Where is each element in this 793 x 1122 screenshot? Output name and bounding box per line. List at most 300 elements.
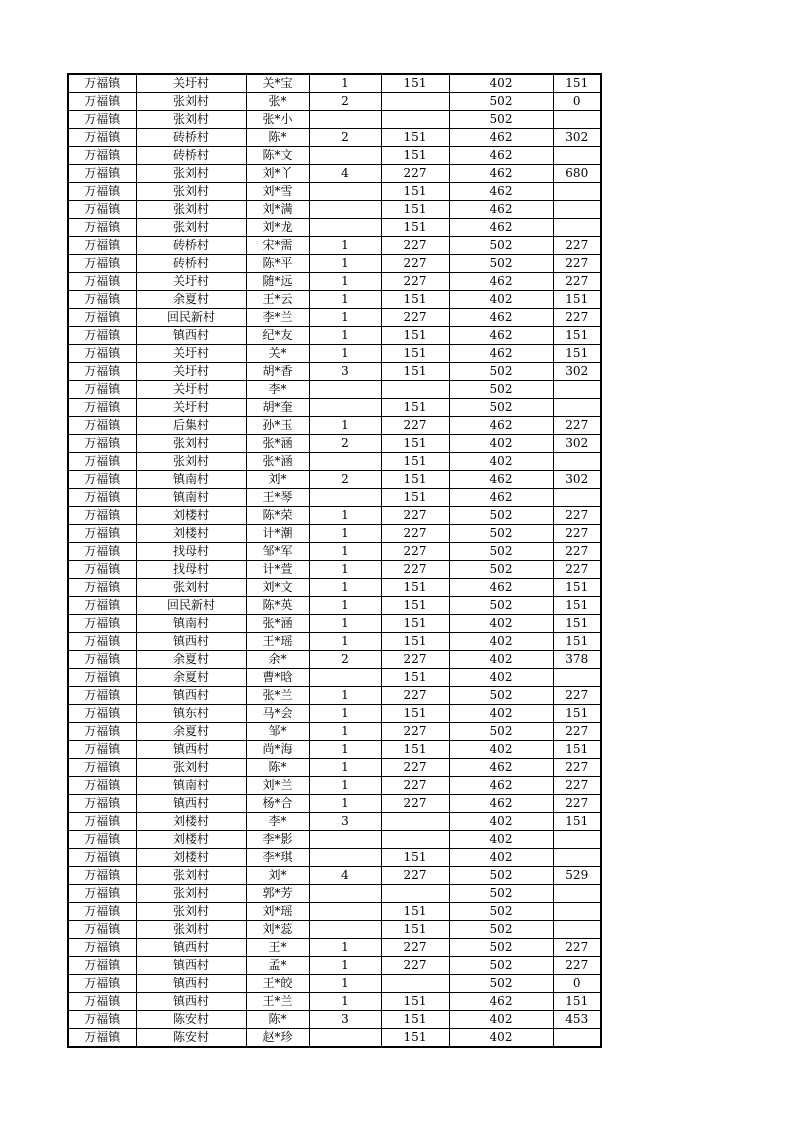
amount-a-cell: 151 — [381, 633, 449, 651]
amount-b-cell: 462 — [449, 129, 553, 147]
village-cell: 镇南村 — [136, 777, 246, 795]
household-size-cell: 1 — [309, 687, 381, 705]
subsidy-cell: 151 — [553, 705, 601, 723]
table-body — [68, 74, 601, 1047]
subsidy-cell: 227 — [553, 273, 601, 291]
household-size-cell — [309, 381, 381, 399]
name-cell: 张*兰 — [246, 687, 309, 705]
household-size-cell: 1 — [309, 345, 381, 363]
village-cell: 回民新村 — [136, 309, 246, 327]
subsidy-cell: 151 — [553, 291, 601, 309]
town-cell: 万福镇 — [68, 453, 136, 471]
table-row — [68, 381, 601, 399]
amount-a-cell: 227 — [381, 255, 449, 273]
amount-a-cell: 151 — [381, 849, 449, 867]
household-size-cell: 1 — [309, 507, 381, 525]
household-size-cell: 1 — [309, 741, 381, 759]
amount-b-cell: 462 — [449, 471, 553, 489]
amount-b-cell: 462 — [449, 777, 553, 795]
subsidy-cell: 151 — [553, 345, 601, 363]
table-row — [68, 687, 601, 705]
name-cell: 刘* — [246, 471, 309, 489]
name-cell: 邹* — [246, 723, 309, 741]
village-cell: 找母村 — [136, 543, 246, 561]
town-cell: 万福镇 — [68, 741, 136, 759]
household-size-cell: 1 — [309, 525, 381, 543]
household-size-cell: 1 — [309, 615, 381, 633]
subsidy-cell: 227 — [553, 309, 601, 327]
village-cell: 刘楼村 — [136, 831, 246, 849]
table-row — [68, 651, 601, 669]
town-cell: 万福镇 — [68, 543, 136, 561]
town-cell: 万福镇 — [68, 399, 136, 417]
name-cell: 刘*雪 — [246, 183, 309, 201]
subsidy-cell: 227 — [553, 759, 601, 777]
town-cell: 万福镇 — [68, 651, 136, 669]
subsidy-cell — [553, 147, 601, 165]
subsidy-cell — [553, 381, 601, 399]
amount-a-cell — [381, 885, 449, 903]
amount-a-cell: 151 — [381, 399, 449, 417]
subsidy-cell: 227 — [553, 543, 601, 561]
subsidy-cell: 151 — [553, 615, 601, 633]
amount-b-cell: 402 — [449, 615, 553, 633]
town-cell: 万福镇 — [68, 831, 136, 849]
village-cell: 余夏村 — [136, 291, 246, 309]
table-row — [68, 795, 601, 813]
name-cell: 张*小 — [246, 111, 309, 129]
amount-a-cell: 227 — [381, 237, 449, 255]
town-cell: 万福镇 — [68, 723, 136, 741]
subsidy-cell: 453 — [553, 1011, 601, 1029]
village-cell: 张刘村 — [136, 867, 246, 885]
household-size-cell — [309, 183, 381, 201]
household-size-cell: 1 — [309, 417, 381, 435]
subsidy-cell: 227 — [553, 507, 601, 525]
subsidy-cell — [553, 669, 601, 687]
household-size-cell: 1 — [309, 975, 381, 993]
table-row — [68, 399, 601, 417]
amount-b-cell: 502 — [449, 93, 553, 111]
household-size-cell — [309, 1029, 381, 1048]
subsidy-cell — [553, 1029, 601, 1048]
subsidy-cell: 227 — [553, 255, 601, 273]
subsidy-cell: 529 — [553, 867, 601, 885]
amount-b-cell: 502 — [449, 111, 553, 129]
town-cell: 万福镇 — [68, 759, 136, 777]
village-cell: 余夏村 — [136, 669, 246, 687]
amount-b-cell: 502 — [449, 399, 553, 417]
table-row — [68, 417, 601, 435]
table-row — [68, 705, 601, 723]
household-size-cell: 1 — [309, 273, 381, 291]
amount-b-cell: 462 — [449, 759, 553, 777]
amount-a-cell: 151 — [381, 1011, 449, 1029]
subsidy-cell: 227 — [553, 687, 601, 705]
town-cell: 万福镇 — [68, 345, 136, 363]
name-cell: 余* — [246, 651, 309, 669]
amount-a-cell: 151 — [381, 471, 449, 489]
name-cell: 刘*文 — [246, 579, 309, 597]
name-cell: 王*云 — [246, 291, 309, 309]
village-cell: 回民新村 — [136, 597, 246, 615]
village-cell: 张刘村 — [136, 453, 246, 471]
name-cell: 胡*奎 — [246, 399, 309, 417]
household-size-cell — [309, 489, 381, 507]
table-row — [68, 597, 601, 615]
amount-a-cell: 227 — [381, 957, 449, 975]
town-cell: 万福镇 — [68, 939, 136, 957]
village-cell: 镇西村 — [136, 993, 246, 1011]
table-row — [68, 165, 601, 183]
town-cell: 万福镇 — [68, 471, 136, 489]
town-cell: 万福镇 — [68, 111, 136, 129]
village-cell: 余夏村 — [136, 723, 246, 741]
amount-a-cell: 227 — [381, 417, 449, 435]
name-cell: 李*影 — [246, 831, 309, 849]
subsidy-cell: 227 — [553, 525, 601, 543]
village-cell: 关圩村 — [136, 273, 246, 291]
household-size-cell: 1 — [309, 255, 381, 273]
household-size-cell — [309, 111, 381, 129]
subsidy-cell — [553, 489, 601, 507]
household-size-cell — [309, 201, 381, 219]
table-row — [68, 93, 601, 111]
amount-b-cell: 462 — [449, 165, 553, 183]
household-size-cell — [309, 453, 381, 471]
amount-b-cell: 402 — [449, 1029, 553, 1048]
name-cell: 胡*香 — [246, 363, 309, 381]
name-cell: 随*远 — [246, 273, 309, 291]
amount-b-cell: 402 — [449, 669, 553, 687]
village-cell: 镇西村 — [136, 957, 246, 975]
town-cell: 万福镇 — [68, 237, 136, 255]
household-size-cell: 1 — [309, 327, 381, 345]
household-size-cell: 3 — [309, 813, 381, 831]
name-cell: 张*涵 — [246, 615, 309, 633]
amount-a-cell: 227 — [381, 561, 449, 579]
subsidy-cell: 227 — [553, 957, 601, 975]
name-cell: 计*潮 — [246, 525, 309, 543]
table-row — [68, 579, 601, 597]
subsidy-cell: 151 — [553, 597, 601, 615]
village-cell: 张刘村 — [136, 885, 246, 903]
subsidy-cell — [553, 111, 601, 129]
amount-a-cell: 227 — [381, 525, 449, 543]
household-size-cell: 2 — [309, 651, 381, 669]
town-cell: 万福镇 — [68, 975, 136, 993]
amount-b-cell: 462 — [449, 345, 553, 363]
amount-b-cell: 462 — [449, 489, 553, 507]
amount-a-cell: 151 — [381, 921, 449, 939]
household-size-cell: 2 — [309, 471, 381, 489]
amount-b-cell: 402 — [449, 813, 553, 831]
household-size-cell: 1 — [309, 237, 381, 255]
amount-b-cell: 502 — [449, 507, 553, 525]
town-cell: 万福镇 — [68, 705, 136, 723]
amount-a-cell: 227 — [381, 309, 449, 327]
household-size-cell: 1 — [309, 759, 381, 777]
village-cell: 张刘村 — [136, 579, 246, 597]
amount-a-cell: 151 — [381, 741, 449, 759]
village-cell: 张刘村 — [136, 201, 246, 219]
table-row — [68, 147, 601, 165]
name-cell: 刘*丫 — [246, 165, 309, 183]
name-cell: 马*会 — [246, 705, 309, 723]
amount-a-cell: 151 — [381, 615, 449, 633]
amount-b-cell: 502 — [449, 723, 553, 741]
table-row — [68, 435, 601, 453]
subsidy-cell: 378 — [553, 651, 601, 669]
household-size-cell: 1 — [309, 633, 381, 651]
amount-b-cell: 462 — [449, 183, 553, 201]
village-cell: 张刘村 — [136, 903, 246, 921]
village-cell: 刘楼村 — [136, 849, 246, 867]
amount-a-cell: 227 — [381, 795, 449, 813]
subsidy-cell: 151 — [553, 579, 601, 597]
town-cell: 万福镇 — [68, 129, 136, 147]
name-cell: 张*涵 — [246, 435, 309, 453]
table-row — [68, 903, 601, 921]
amount-a-cell: 151 — [381, 1029, 449, 1048]
subsidy-cell: 151 — [553, 741, 601, 759]
town-cell: 万福镇 — [68, 291, 136, 309]
name-cell: 计*萱 — [246, 561, 309, 579]
amount-b-cell: 462 — [449, 147, 553, 165]
household-size-cell — [309, 849, 381, 867]
town-cell: 万福镇 — [68, 903, 136, 921]
town-cell: 万福镇 — [68, 867, 136, 885]
name-cell: 张*涵 — [246, 453, 309, 471]
name-cell: 王*琴 — [246, 489, 309, 507]
household-size-cell — [309, 219, 381, 237]
town-cell: 万福镇 — [68, 183, 136, 201]
amount-a-cell: 151 — [381, 705, 449, 723]
table-row — [68, 885, 601, 903]
subsidy-cell: 0 — [553, 975, 601, 993]
name-cell: 王*皎 — [246, 975, 309, 993]
household-size-cell: 1 — [309, 309, 381, 327]
amount-a-cell: 151 — [381, 363, 449, 381]
household-size-cell — [309, 399, 381, 417]
amount-b-cell: 502 — [449, 237, 553, 255]
table-row — [68, 669, 601, 687]
village-cell: 张刘村 — [136, 921, 246, 939]
household-size-cell: 1 — [309, 795, 381, 813]
subsidy-cell: 302 — [553, 435, 601, 453]
name-cell: 陈*平 — [246, 255, 309, 273]
table-row — [68, 201, 601, 219]
subsidy-cell: 151 — [553, 633, 601, 651]
table-row — [68, 183, 601, 201]
village-cell: 砖桥村 — [136, 255, 246, 273]
name-cell: 刘*蕊 — [246, 921, 309, 939]
subsidy-cell — [553, 903, 601, 921]
name-cell: 王* — [246, 939, 309, 957]
household-size-cell: 3 — [309, 1011, 381, 1029]
town-cell: 万福镇 — [68, 417, 136, 435]
table-row — [68, 741, 601, 759]
table-row — [68, 363, 601, 381]
amount-a-cell: 227 — [381, 543, 449, 561]
amount-a-cell: 151 — [381, 219, 449, 237]
subsidy-cell: 227 — [553, 795, 601, 813]
village-cell: 刘楼村 — [136, 507, 246, 525]
amount-a-cell: 227 — [381, 651, 449, 669]
town-cell: 万福镇 — [68, 993, 136, 1011]
table-row — [68, 777, 601, 795]
amount-a-cell: 151 — [381, 579, 449, 597]
amount-a-cell: 151 — [381, 597, 449, 615]
table-row — [68, 975, 601, 993]
village-cell: 关圩村 — [136, 399, 246, 417]
village-cell: 后集村 — [136, 417, 246, 435]
subsidy-cell: 302 — [553, 129, 601, 147]
town-cell: 万福镇 — [68, 1029, 136, 1048]
subsidy-cell — [553, 219, 601, 237]
amount-a-cell: 151 — [381, 183, 449, 201]
town-cell: 万福镇 — [68, 507, 136, 525]
amount-a-cell: 151 — [381, 74, 449, 93]
amount-b-cell: 402 — [449, 849, 553, 867]
table-row — [68, 507, 601, 525]
name-cell: 王*兰 — [246, 993, 309, 1011]
household-size-cell: 1 — [309, 74, 381, 93]
household-size-cell: 1 — [309, 939, 381, 957]
town-cell: 万福镇 — [68, 615, 136, 633]
name-cell: 尚*海 — [246, 741, 309, 759]
table-row — [68, 849, 601, 867]
subsidy-cell — [553, 921, 601, 939]
subsidy-cell — [553, 831, 601, 849]
village-cell: 刘楼村 — [136, 525, 246, 543]
name-cell: 宋*需 — [246, 237, 309, 255]
town-cell: 万福镇 — [68, 597, 136, 615]
village-cell: 砖桥村 — [136, 129, 246, 147]
amount-a-cell — [381, 975, 449, 993]
town-cell: 万福镇 — [68, 165, 136, 183]
name-cell: 王*瑶 — [246, 633, 309, 651]
table-row — [68, 921, 601, 939]
subsidy-cell: 151 — [553, 813, 601, 831]
village-cell: 砖桥村 — [136, 237, 246, 255]
amount-a-cell — [381, 93, 449, 111]
household-size-cell: 1 — [309, 723, 381, 741]
amount-a-cell: 151 — [381, 669, 449, 687]
name-cell: 关*宝 — [246, 74, 309, 93]
name-cell: 刘*兰 — [246, 777, 309, 795]
table-row — [68, 1029, 601, 1048]
village-cell: 找母村 — [136, 561, 246, 579]
household-size-cell: 1 — [309, 957, 381, 975]
household-size-cell: 1 — [309, 993, 381, 1011]
household-size-cell: 1 — [309, 597, 381, 615]
amount-b-cell: 502 — [449, 561, 553, 579]
subsidy-cell: 227 — [553, 237, 601, 255]
town-cell: 万福镇 — [68, 957, 136, 975]
village-cell: 关圩村 — [136, 74, 246, 93]
amount-b-cell: 462 — [449, 219, 553, 237]
name-cell: 邹*军 — [246, 543, 309, 561]
household-size-cell — [309, 669, 381, 687]
amount-b-cell: 502 — [449, 381, 553, 399]
table-row — [68, 543, 601, 561]
household-size-cell: 2 — [309, 129, 381, 147]
table-row — [68, 291, 601, 309]
name-cell: 陈*英 — [246, 597, 309, 615]
subsidy-cell — [553, 849, 601, 867]
subsidy-cell: 227 — [553, 417, 601, 435]
amount-a-cell: 151 — [381, 147, 449, 165]
amount-b-cell: 502 — [449, 957, 553, 975]
amount-a-cell: 227 — [381, 777, 449, 795]
household-size-cell: 4 — [309, 165, 381, 183]
amount-b-cell: 402 — [449, 705, 553, 723]
amount-b-cell: 502 — [449, 687, 553, 705]
town-cell: 万福镇 — [68, 363, 136, 381]
table-row — [68, 867, 601, 885]
household-size-cell — [309, 921, 381, 939]
amount-a-cell: 151 — [381, 345, 449, 363]
village-cell: 镇南村 — [136, 471, 246, 489]
amount-b-cell: 462 — [449, 309, 553, 327]
village-cell: 陈安村 — [136, 1029, 246, 1048]
household-size-cell: 1 — [309, 543, 381, 561]
amount-b-cell: 402 — [449, 831, 553, 849]
amount-a-cell: 227 — [381, 273, 449, 291]
amount-a-cell: 151 — [381, 201, 449, 219]
town-cell: 万福镇 — [68, 219, 136, 237]
amount-b-cell: 502 — [449, 921, 553, 939]
subsidy-cell: 151 — [553, 74, 601, 93]
amount-b-cell: 462 — [449, 993, 553, 1011]
table-row — [68, 561, 601, 579]
village-cell: 关圩村 — [136, 345, 246, 363]
subsidy-cell: 680 — [553, 165, 601, 183]
table-row — [68, 273, 601, 291]
amount-b-cell: 502 — [449, 885, 553, 903]
village-cell: 陈安村 — [136, 1011, 246, 1029]
subsidy-cell: 0 — [553, 93, 601, 111]
town-cell: 万福镇 — [68, 561, 136, 579]
village-cell: 关圩村 — [136, 381, 246, 399]
name-cell: 刘*龙 — [246, 219, 309, 237]
table-row — [68, 1011, 601, 1029]
amount-a-cell — [381, 111, 449, 129]
name-cell: 陈* — [246, 129, 309, 147]
amount-a-cell: 151 — [381, 291, 449, 309]
town-cell: 万福镇 — [68, 579, 136, 597]
town-cell: 万福镇 — [68, 795, 136, 813]
subsidy-cell — [553, 399, 601, 417]
town-cell: 万福镇 — [68, 777, 136, 795]
village-cell: 砖桥村 — [136, 147, 246, 165]
amount-b-cell: 402 — [449, 1011, 553, 1029]
household-size-cell — [309, 903, 381, 921]
amount-a-cell: 151 — [381, 129, 449, 147]
name-cell: 曹*晗 — [246, 669, 309, 687]
amount-b-cell: 462 — [449, 795, 553, 813]
village-cell: 镇南村 — [136, 489, 246, 507]
table-row — [68, 723, 601, 741]
name-cell: 郭*芳 — [246, 885, 309, 903]
table-row — [68, 255, 601, 273]
town-cell: 万福镇 — [68, 633, 136, 651]
subsidy-cell: 302 — [553, 471, 601, 489]
town-cell: 万福镇 — [68, 327, 136, 345]
household-size-cell: 1 — [309, 777, 381, 795]
town-cell: 万福镇 — [68, 687, 136, 705]
